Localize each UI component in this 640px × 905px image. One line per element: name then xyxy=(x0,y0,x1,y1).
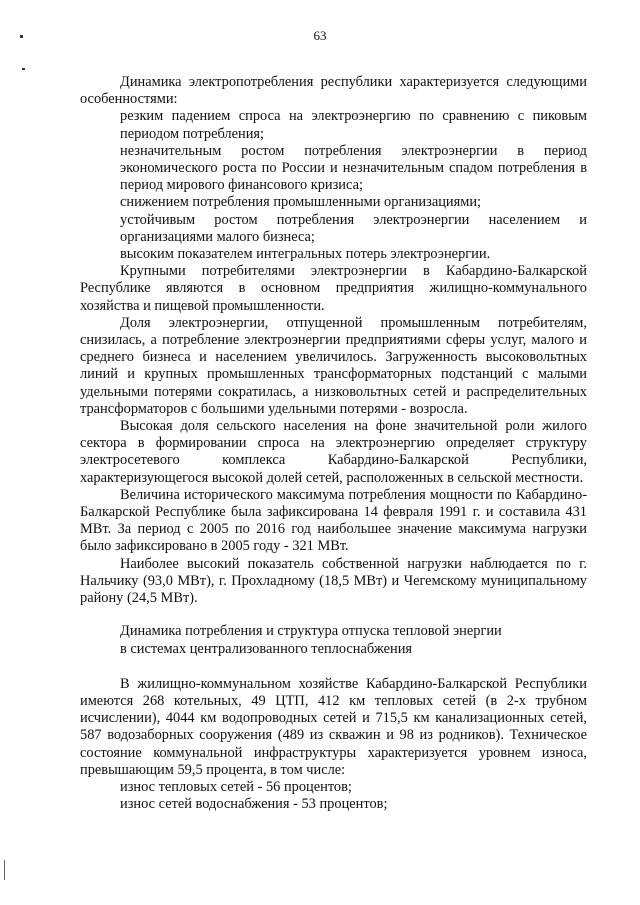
paragraph: Наиболее высокий показатель собственной нагрузки наблюдается по г. Нальчику (93,0 МВт), г. Прохладному (18,5 МВт) и Чегемскому муниципальному району (24,5 МВт). xyxy=(80,555,587,607)
paragraph-intro: Динамика электропотребления республики характеризуется следующими особенностями: xyxy=(80,74,587,108)
list-item: снижением потребления промышленными организациями; xyxy=(120,194,482,211)
list-item: износ тепловых сетей - 56 процентов; xyxy=(120,778,352,795)
paragraph: Доля электроэнергии, отпущенной промышленным потребителям, снизилась, а потребление электроэнергии предприятиями сферы услуг, малого и среднего бизнеса и населением увеличилось. Загруженность высоковольтных линий и крупных промышленных трансформаторных подстанций с малыми удельными потерями сократилась, а низковольтных сетей и распределительных трансформаторов с большими удельными потерями - возросла. xyxy=(80,314,587,417)
scan-edge-line xyxy=(4,860,5,880)
spacer xyxy=(80,658,587,676)
paragraph: В жилищно-коммунальном хозяйстве Кабардино-Балкарской Республики имеются 268 котельных, 49 ЦТП, 412 км тепловых сетей (в 2-х трубном исчислении), 4044 км водопроводных сетей и 715,5 км канализационных сетей, 587 водозаборных сооружения (489 из скважин и 98 из родников). Техническое состояние коммунальной инфраструктуры характеризуется уровнем износа, превышающим 59,5 процента, в том числе: xyxy=(80,675,587,778)
scan-speck xyxy=(22,68,25,70)
spacer xyxy=(80,607,587,623)
list-item: незначительным ростом потребления электроэнергии в период экономического роста по России и незначительным спадом потребления в период мирового финансового кризиса; xyxy=(120,142,587,194)
paragraph: Величина исторического максимума потребления мощности по Кабардино-Балкарской Республике была зафиксирована 14 февраля 1991 г. и составила 431 МВт. За период с 2005 по 2016 год наибольшее значение максимума нагрузки было зафиксировано в 2005 году - 321 МВт. xyxy=(80,486,587,555)
document-body xyxy=(80,74,587,813)
section-title-line: в системах централизованного теплоснабжения xyxy=(120,640,413,657)
list-item: устойчивым ростом потребления электроэнергии населением и организациями малого бизнеса; xyxy=(120,211,587,245)
list-item: износ сетей водоснабжения - 53 процентов; xyxy=(120,796,388,813)
section-title-line: Динамика потребления и структура отпуска тепловой энергии xyxy=(120,623,502,640)
paragraph: Высокая доля сельского населения на фоне значительной роли жилого сектора в формировании спроса на электроэнергию определяет структуру электросетевого комплекса Кабардино-Балкарской Республики, характеризующегося высокой долей сетей, расположенных в сельской местности. xyxy=(80,418,587,486)
section-heading xyxy=(80,623,587,657)
page-number: 63 xyxy=(313,28,327,43)
list-item: резким падением спроса на электроэнергию по сравнению с пиковым периодом потребления; xyxy=(120,108,587,142)
list-item: высоким показателем интегральных потерь электроэнергии. xyxy=(120,246,491,263)
paragraph: Крупными потребителями электроэнергии в Кабардино-Балкарской Республике являются в основном предприятия жилищно-коммунального хозяйства и пищевой промышленности. xyxy=(80,263,587,314)
